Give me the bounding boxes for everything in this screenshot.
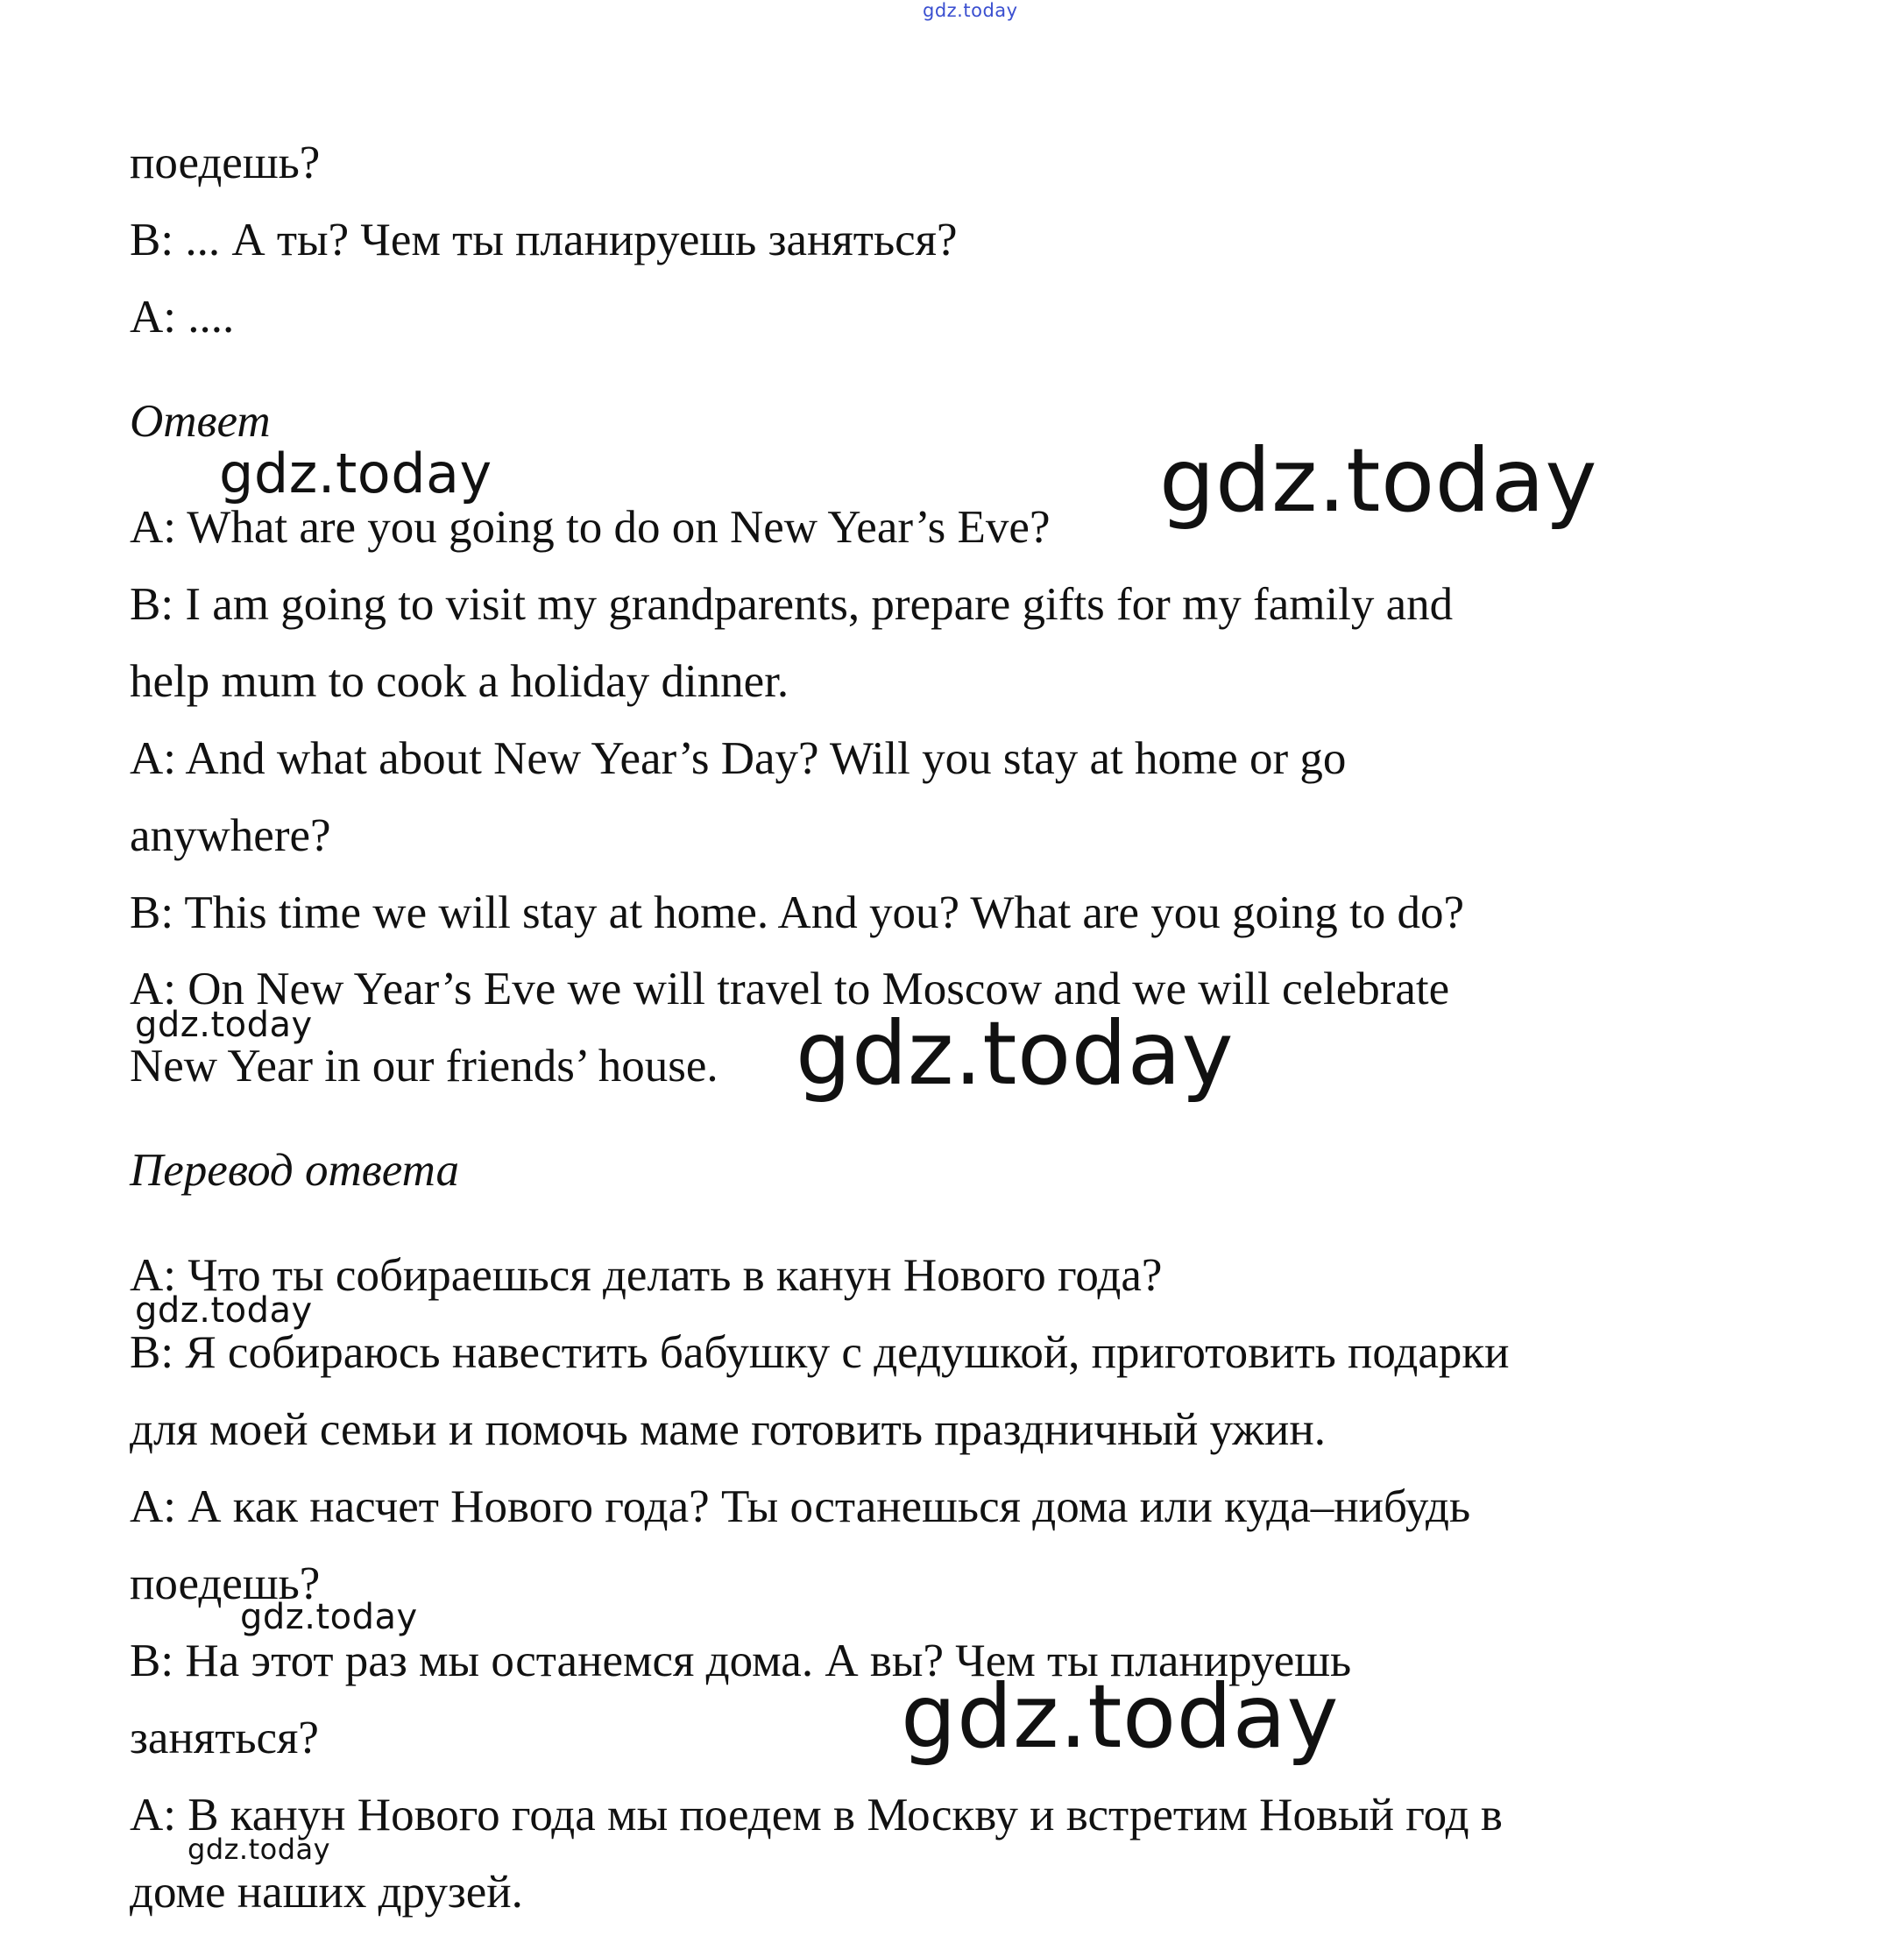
continuation-line-3: A: ....	[130, 292, 235, 343]
answer-line-7: A: On New Year’s Eve we will travel to Moscow and we will celebrate	[130, 964, 1450, 1014]
answer-line-5: anywhere?	[130, 810, 331, 861]
watermark-answer-big-2: gdz.today	[796, 1002, 1235, 1105]
watermark-answer-big: gdz.today	[1159, 429, 1598, 532]
watermark-answer-small: gdz.today	[135, 1005, 313, 1045]
watermark-translation-small-1: gdz.today	[135, 1290, 313, 1331]
translation-line-9: доме наших друзей.	[130, 1867, 523, 1918]
answer-line-6: B: This time we will stay at home. And you? What are you going to do?	[130, 887, 1465, 938]
watermark-translation-big: gdz.today	[901, 1665, 1340, 1768]
translation-line-7: заняться?	[130, 1713, 319, 1763]
answer-heading: Ответ	[130, 396, 271, 447]
translation-line-1: A: Что ты собираешься делать в канун Нового года?	[130, 1250, 1163, 1301]
answer-line-4: A: And what about New Year’s Day? Will you stay at home or go	[130, 733, 1347, 784]
translation-line-4: A: А как насчет Нового года? Ты останешься дома или куда–нибудь	[130, 1481, 1471, 1532]
watermark-top: gdz.today	[923, 0, 1018, 21]
translation-line-5: поедешь?	[130, 1558, 321, 1609]
translation-line-8: A: В канун Нового года мы поедем в Москву и встретим Новый год в	[130, 1790, 1503, 1840]
answer-line-2: B: I am going to visit my grandparents, prepare gifts for my family and	[130, 579, 1454, 630]
translation-line-2: B: Я собираюсь навестить бабушку с дедушкой, приготовить подарки	[130, 1327, 1510, 1378]
translation-heading: Перевод ответа	[130, 1145, 460, 1196]
continuation-line-2: B: ... А ты? Чем ты планируешь заняться?	[130, 215, 958, 265]
answer-line-3: help mum to cook a holiday dinner.	[130, 656, 789, 707]
translation-line-3: для моей семьи и помочь маме готовить праздничный ужин.	[130, 1404, 1326, 1455]
answer-line-8: New Year in our friends’ house.	[130, 1041, 718, 1092]
continuation-line-1: поедешь?	[130, 138, 321, 188]
watermark-translation-small-2: gdz.today	[240, 1597, 418, 1637]
answer-line-1: A: What are you going to do on New Year’s Eve?	[130, 502, 1051, 553]
watermark-answer-mid: gdz.today	[219, 442, 492, 505]
watermark-translation-small-3: gdz.today	[188, 1833, 331, 1866]
translation-line-6: B: На этот раз мы останемся дома. А вы? Чем ты планируешь	[130, 1636, 1352, 1686]
